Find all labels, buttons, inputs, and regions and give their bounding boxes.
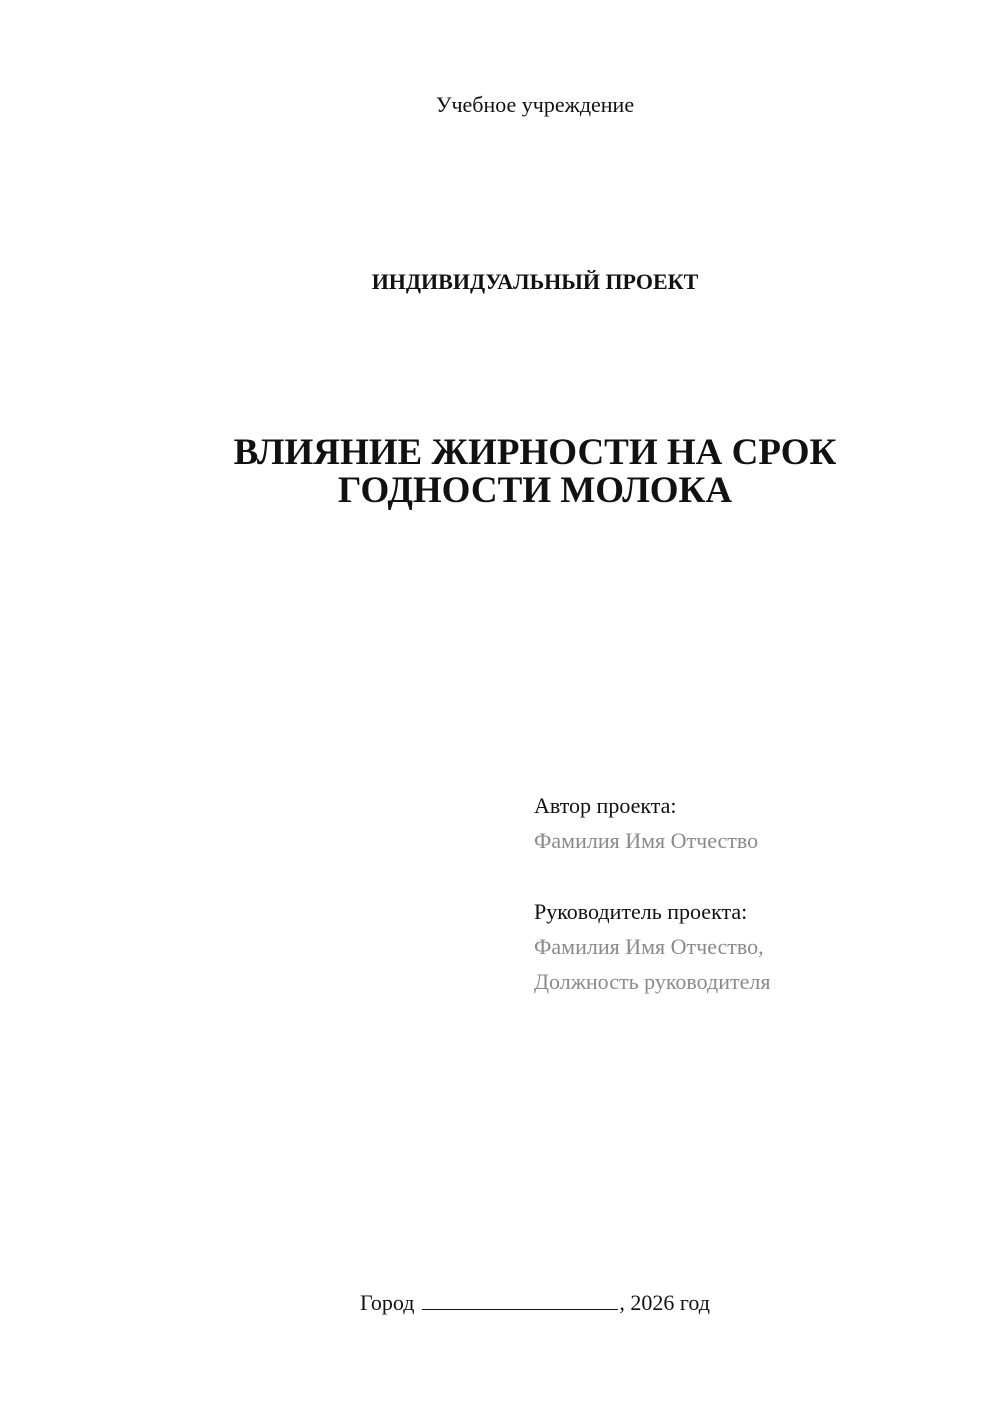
project-info-block <box>534 788 770 999</box>
author-label: Автор проекта: <box>534 793 677 818</box>
supervisor-position: Должность руководителя <box>534 969 771 994</box>
info-spacer <box>534 858 770 894</box>
document-title <box>70 434 1000 510</box>
document-title-line-1: ВЛИЯНИЕ ЖИРНОСТИ НА СРОК <box>233 432 837 473</box>
city-label: Город <box>360 1290 415 1315</box>
footer-city-year <box>70 1288 1000 1318</box>
document-title-line-2: ГОДНОСТИ МОЛОКА <box>337 470 733 511</box>
city-blank-line <box>422 1289 618 1310</box>
year-text: , 2026 год <box>619 1290 710 1315</box>
supervisor-label: Руководитель проекта: <box>534 899 748 924</box>
document-type: ИНДИВИДУАЛЬНЫЙ ПРОЕКТ <box>371 269 699 294</box>
author-name: Фамилия Имя Отчество <box>534 828 759 853</box>
institution-name: Учебное учреждение <box>435 92 635 117</box>
supervisor-name: Фамилия Имя Отчество, <box>534 934 764 959</box>
